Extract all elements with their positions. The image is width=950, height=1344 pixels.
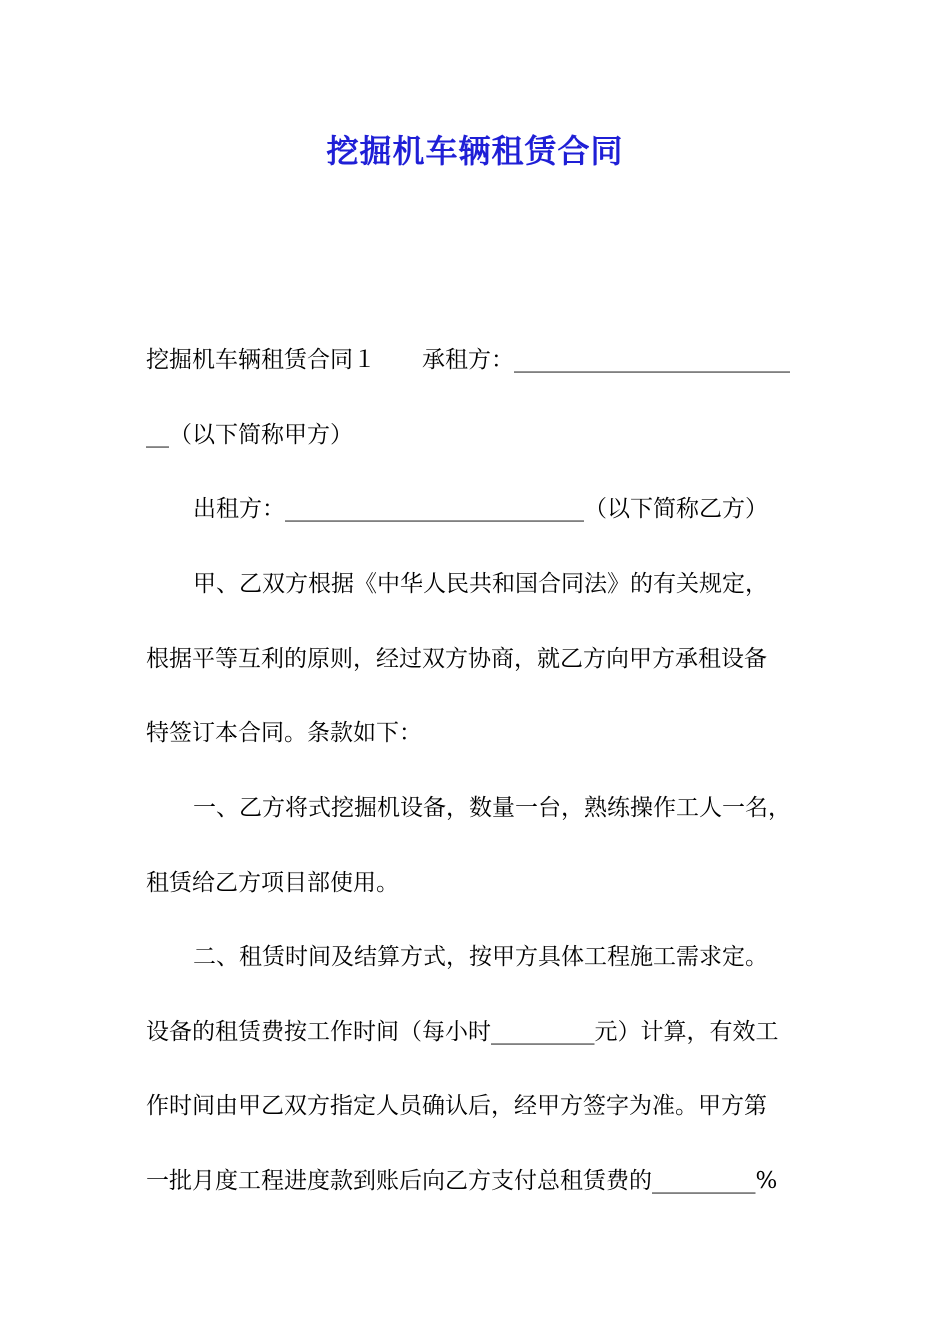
contract-line-6: 特签订本合同。条款如下：: [146, 720, 422, 746]
contract-line-10: 设备的租赁费按工作时间（每小时_________元）计算，有效工: [146, 1019, 779, 1045]
contract-line-4: 甲、乙双方根据《中华人民共和国合同法》的有关规定，: [193, 571, 768, 597]
contract-line-9: 二、租赁时间及结算方式，按甲方具体工程施工需求定。: [193, 944, 768, 970]
contract-line-3: 出租方：__________________________（以下简称乙方）: [193, 496, 768, 522]
contract-line-2: __（以下简称甲方）: [146, 422, 353, 448]
contract-line-8: 租赁给乙方项目部使用。: [146, 870, 399, 896]
contract-line-5: 根据平等互利的原则，经过双方协商，就乙方向甲方承租设备: [146, 646, 767, 672]
contract-line-11: 作时间由甲乙双方指定人员确认后，经甲方签字为准。甲方第: [146, 1093, 767, 1119]
document-title: 挖掘机车辆租赁合同: [326, 132, 624, 170]
contract-line-12: 一批月度工程进度款到账后向乙方支付总租赁费的_________%: [146, 1168, 778, 1194]
contract-line-1: 挖掘机车辆租赁合同１ 承租方：________________________: [146, 347, 790, 373]
contract-line-7: 一、乙方将式挖掘机设备，数量一台，熟练操作工人一名，: [193, 795, 791, 821]
